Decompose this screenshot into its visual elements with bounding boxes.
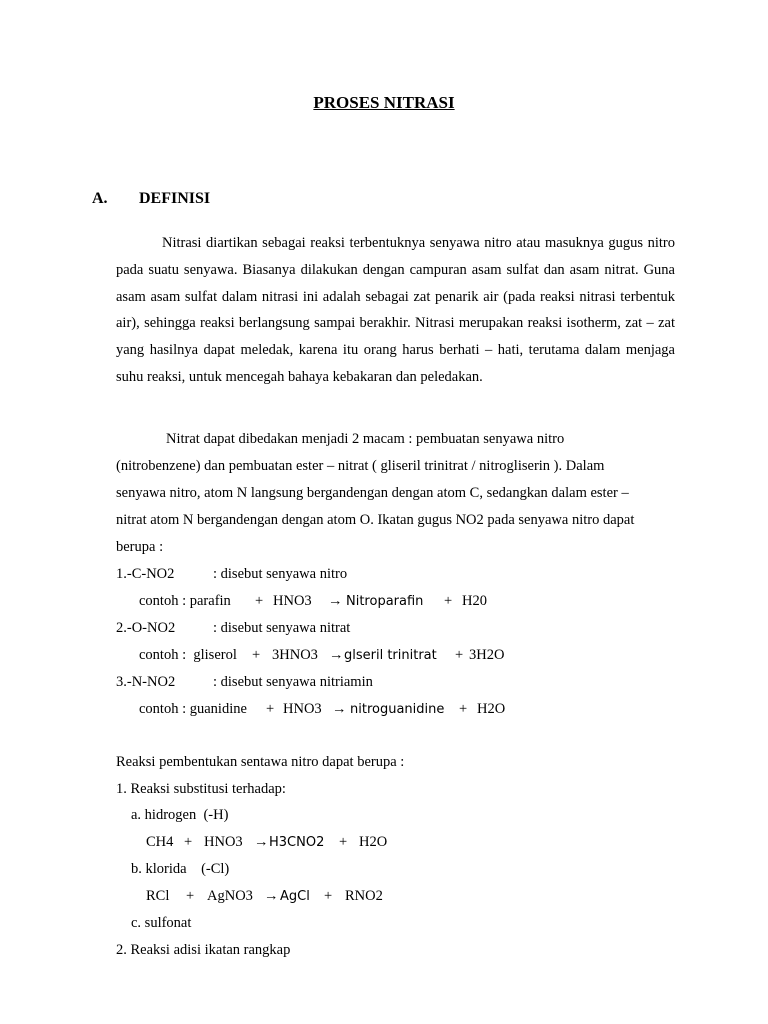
reagent: 3HNO3 xyxy=(272,647,318,663)
product: nitroguanidine xyxy=(350,702,445,717)
plus-sign: + xyxy=(184,834,193,850)
plus-sign: + xyxy=(266,701,275,717)
example-prefix: contoh : gliserol xyxy=(139,647,237,663)
section-number: A. xyxy=(92,190,108,207)
reaction-subtype-label: c. sulfonat xyxy=(131,915,192,931)
plus-sign: + xyxy=(455,647,464,663)
product: AgCl xyxy=(280,889,310,904)
reactant: RCl xyxy=(146,888,170,904)
paragraph2-line: senyawa nitro, atom N langsung bergandengan dengan atom C, sedangkan dalam ester – xyxy=(116,485,629,501)
example-prefix: contoh : guanidine xyxy=(139,701,247,717)
paragraph2-line: Nitrat dapat dibedakan menjadi 2 macam : pembuatan senyawa nitro xyxy=(166,431,565,447)
product: Nitroparafin xyxy=(346,594,424,609)
reagent: HNO3 xyxy=(273,593,312,609)
plus-sign: + xyxy=(324,888,333,904)
reaction-intro: Reaksi pembentukan sentawa nitro dapat berupa : xyxy=(116,754,405,770)
reaction-arrow: → xyxy=(264,888,279,904)
product: RNO2 xyxy=(345,888,383,904)
plus-sign: + xyxy=(444,593,453,609)
reactant: AgNO3 xyxy=(207,888,253,904)
plus-sign: + xyxy=(255,593,264,609)
product: H2O xyxy=(359,834,388,850)
reagent: HNO3 xyxy=(283,701,322,717)
reaction-type-label: 1. Reaksi substitusi terhadap: xyxy=(116,781,286,797)
plus-sign: + xyxy=(186,888,195,904)
product: glseril trinitrat xyxy=(344,648,437,663)
type-description: : disebut senyawa nitriamin xyxy=(213,674,373,690)
product: H3CNO2 xyxy=(269,835,325,850)
reactant: CH4 xyxy=(146,834,174,850)
type-code: 1.-C-NO2 xyxy=(116,566,175,582)
reaction-type-label: 2. Reaksi adisi ikatan rangkap xyxy=(116,942,291,958)
reaction-arrow: → xyxy=(329,647,344,663)
type-description: : disebut senyawa nitro xyxy=(213,566,348,582)
reactant: HNO3 xyxy=(204,834,243,850)
reaction-arrow: → xyxy=(254,834,269,850)
section-title: DEFINISI xyxy=(139,190,211,207)
reaction-subtype-label: a. hidrogen (-H) xyxy=(131,807,229,823)
document-title: PROSES NITRASI xyxy=(313,93,455,112)
type-code: 3.-N-NO2 xyxy=(116,674,176,690)
section-heading xyxy=(92,190,210,208)
byproduct: H2O xyxy=(477,701,506,717)
reaction-arrow: → xyxy=(332,701,347,717)
type-description: : disebut senyawa nitrat xyxy=(213,620,351,636)
plus-sign: + xyxy=(339,834,348,850)
plus-sign: + xyxy=(252,647,261,663)
reaction-arrow: → xyxy=(328,593,343,609)
reaction-subtype-label: b. klorida (-Cl) xyxy=(131,861,230,877)
definition-text: Nitrasi diartikan sebagai reaksi terbentuknya senyawa nitro atau masuknya gugus nitro pada suatu senyawa. Biasanya dilakukan dengan campuran asam sulfat dan asam nitrat. Guna asam asam sulfat dalam nitrasi ini adalah sebagai zat penarik air (pada reaksi nitrasi terbentuk air), sehingga reaksi berlangsung sampai berakhir. Nitrasi merupakan reaksi isotherm, zat – zat yang hasilnya dapat meledak, karena itu orang harus berhati – hati, terutama dalam menjaga suhu reaksi, untuk mencegah bahaya kebakaran dan peledakan. xyxy=(116,235,675,385)
type-code: 2.-O-NO2 xyxy=(116,620,176,636)
byproduct: H20 xyxy=(462,593,487,609)
paragraph2-line: nitrat atom N bergandengan dengan atom O. Ikatan gugus NO2 pada senyawa nitro dapat xyxy=(116,512,635,528)
paragraph2-line: (nitrobenzene) dan pembuatan ester – nitrat ( gliseril trinitrat / nitrogliserin ). Dalam xyxy=(116,458,605,474)
byproduct: 3H2O xyxy=(469,647,505,663)
definition-paragraph xyxy=(116,230,675,391)
example-prefix: contoh : parafin xyxy=(139,593,231,609)
paragraph2-line: berupa : xyxy=(116,539,164,555)
plus-sign: + xyxy=(459,701,468,717)
